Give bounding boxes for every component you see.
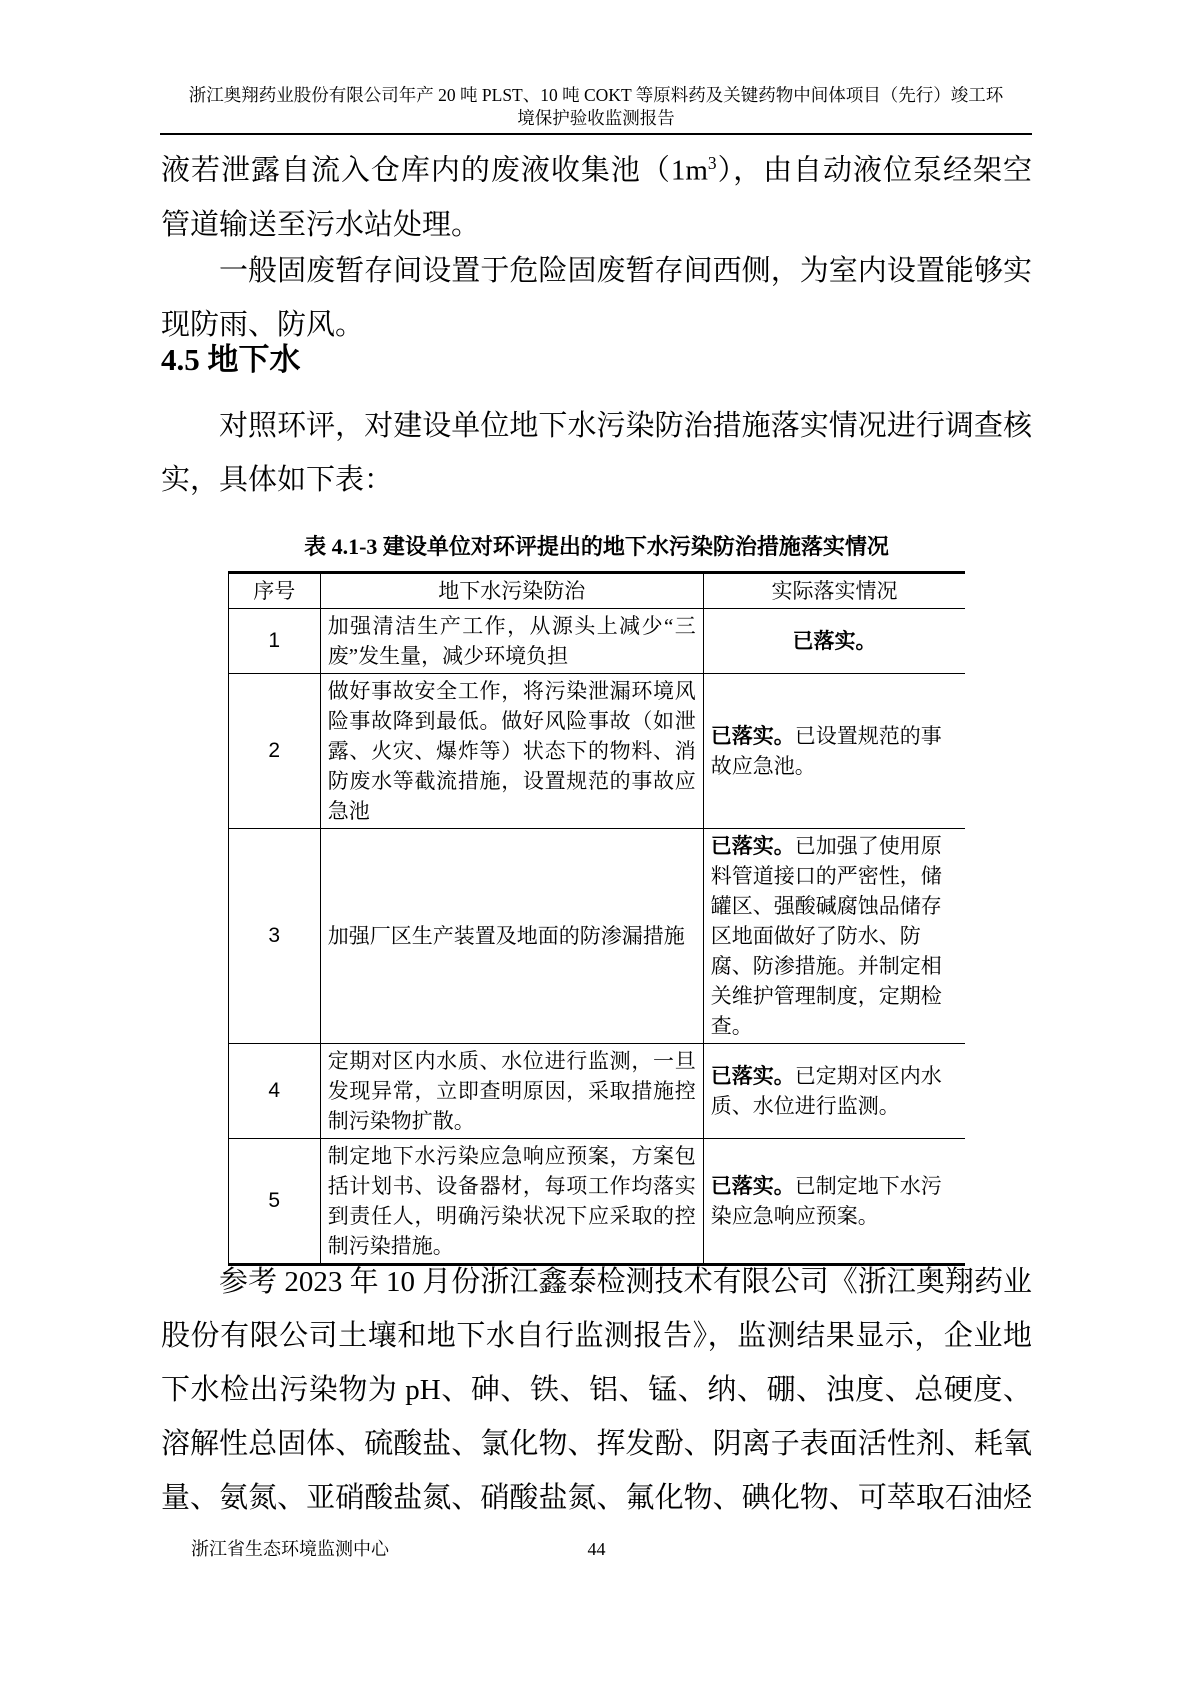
header-cell-status: 实际落实情况 (703, 573, 965, 609)
status-cell (703, 674, 965, 829)
status-emphasis: 已落实。 (710, 834, 795, 858)
report-header-line1: 浙江奥翔药业股份有限公司年产 20 吨 PLST、10 吨 COKT 等原料药及关键药物中间体项目（先行）竣工环 (188, 85, 1004, 105)
report-header (160, 84, 1032, 130)
paragraph-monitoring-results: 参考 2023 年 10 月份浙江鑫泰检测技术有限公司《浙江奥翔药业股份有限公司土壤和地下水自行监测报告》，监测结果显示，企业地下水检出污染物为 pH、砷、铁、铝、锰、纳、硼、浊度、总硬度、溶解性总固体、硫酸盐、氯化物、挥发酚、阴离子表面活性剂、耗氧量、氨氮、亚硝酸盐氮、硝酸盐氮、氟化物、碘化物、可萃取石油烃 (161, 1266, 1032, 1514)
header-cell-measure: 地下水污染防治 (320, 573, 703, 609)
paragraph-liquid-leak (161, 136, 1032, 252)
status-emphasis: 已落实。 (710, 724, 795, 748)
status-detail: 已加强了使用原料管道接口的严密性，储罐区、强酸碱腐蚀品储存区地面做好了防水、防腐、防渗措施。并制定相关维护管理制度，定期检查。 (710, 834, 942, 1038)
paragraph-solid-waste: 一般固废暂存间设置于危险固废暂存间西侧，为室内设置能够实现防雨、防风。 (161, 255, 1032, 341)
measure-cell: 做好事故安全工作，将污染泄漏环境风险事故降到最低。做好风险事故（如泄露、火灾、爆炸等）状态下的物料、消防废水等截流措施，设置规范的事故应急池 (320, 674, 703, 829)
status-emphasis: 已落实。 (710, 1064, 795, 1088)
section-heading-groundwater: 4.5 地下水 (161, 342, 301, 377)
header-divider (160, 133, 1032, 135)
measure-cell: 加强清洁生产工作，从源头上减少“三废”发生量，减少环境负担 (320, 609, 703, 674)
measures-table-block (161, 532, 1032, 1266)
table-row-5 (228, 1139, 965, 1265)
status-detail: 已定期对区内水质、水位进行监测。 (710, 1064, 942, 1118)
footer-organization: 浙江省生态环境监测中心 (191, 1539, 389, 1559)
footer-page-number: 44 (587, 1539, 606, 1559)
status-cell (703, 829, 965, 1044)
row-number: 3 (228, 829, 320, 1044)
measures-table (228, 571, 966, 1266)
status-detail: 已设置规范的事故应急池。 (710, 724, 942, 778)
row-number: 1 (228, 609, 320, 674)
status-cell (703, 609, 965, 674)
status-emphasis: 已落实。 (710, 1174, 795, 1198)
row-number: 2 (228, 674, 320, 829)
report-header-line2: 境保护验收监测报告 (517, 108, 675, 128)
paragraph-text: ），由自动液位泵经架空管道输送至污水站处理。 (161, 154, 1032, 241)
table-row-4 (228, 1044, 965, 1139)
header-cell-no: 序号 (228, 573, 320, 609)
measure-cell: 定期对区内水质、水位进行监测，一旦发现异常，立即查明原因，采取措施控制污染物扩散。 (320, 1044, 703, 1139)
table-row-3 (228, 829, 965, 1044)
table-caption: 表 4.1-3 建设单位对环评提出的地下水污染防治措施落实情况 (304, 534, 889, 559)
status-emphasis: 已落实。 (792, 629, 877, 653)
paragraph-eia-check: 对照环评，对建设单位地下水污染防治措施落实情况进行调查核实，具体如下表： (161, 410, 1032, 496)
table-row-2 (228, 674, 965, 829)
superscript-3: 3 (707, 153, 717, 173)
measure-cell: 加强厂区生产装置及地面的防渗漏措施 (320, 829, 703, 1044)
row-number: 5 (228, 1139, 320, 1265)
paragraph-text: 液若泄露自流入仓库内的废液收集池（1m (161, 154, 708, 187)
row-number: 4 (228, 1044, 320, 1139)
measure-cell: 制定地下水污染应急响应预案，方案包括计划书、设备器材，每项工作均落实到责任人，明确污染状况下应采取的控制污染措施。 (320, 1139, 703, 1265)
table-header-row (228, 573, 965, 609)
table-row-1 (228, 609, 965, 674)
status-cell (703, 1044, 965, 1139)
status-cell (703, 1139, 965, 1265)
status-detail: 已制定地下水污染应急响应预案。 (710, 1174, 942, 1228)
